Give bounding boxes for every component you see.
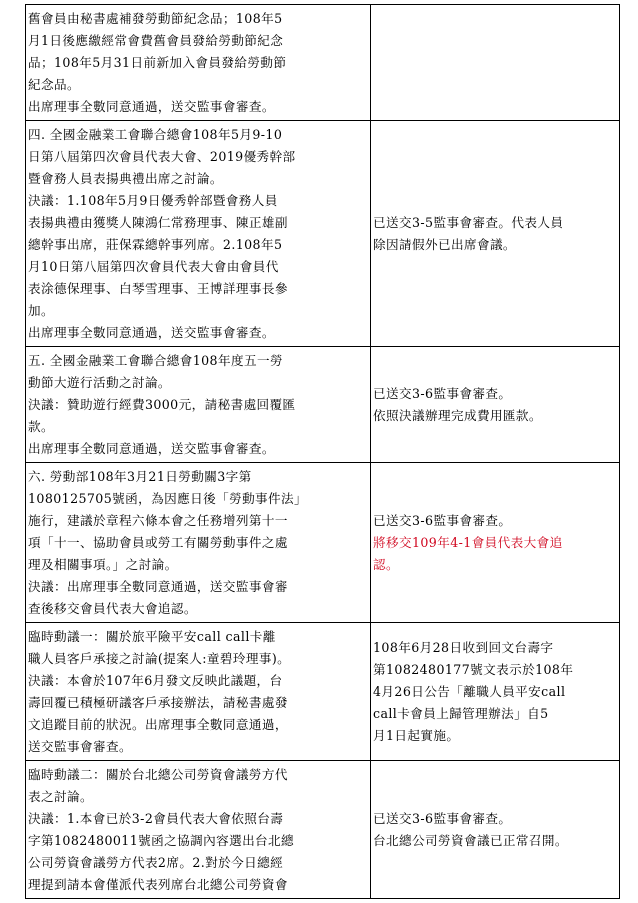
text-line: 月1日後應繳經常會費舊會員發給勞動節紀念 — [28, 33, 284, 48]
table-row — [26, 5, 620, 121]
text-line: 紀念品。 — [28, 77, 80, 92]
status-cell — [371, 121, 620, 347]
agenda-cell — [26, 623, 371, 761]
text-line: 日第八屆第四次會員代表大會、2019優秀幹部 — [28, 149, 296, 164]
status-line-highlight: 將移交109年4-1會員代表大會追 — [373, 535, 563, 550]
text-line: 總幹事出席，莊保霖總幹事列席。2.108年5 — [28, 237, 283, 252]
status-line: 4月26日公告「離職人員平安call — [373, 684, 566, 699]
text-line: 查後移交會員代表大會追認。 — [28, 601, 197, 616]
text-line: 理提到請本會僅派代表列席台北總公司勞資會 — [28, 877, 288, 892]
status-line: 除因請假外已出席會議。 — [373, 237, 516, 252]
agenda-cell — [26, 121, 371, 347]
status-line: 已送交3-6監事會審查。 — [373, 386, 512, 401]
text-line: 送交監事會審查。 — [28, 739, 132, 754]
text-line: 公司勞資會議勞方代表2席。2.對於今日總經 — [28, 855, 284, 870]
text-line: 出席理事全數同意通過，送交監事會審查。 — [28, 99, 275, 114]
text-line: 暨會務人員表揚典禮出席之討論。 — [28, 171, 223, 186]
text-line: 出席理事全數同意通過，送交監事會審查。 — [28, 441, 275, 456]
status-cell — [371, 623, 620, 761]
text-line: 表涂德保理事、白琴雪理事、王博詳理事長參 — [28, 281, 288, 296]
status-cell — [371, 5, 620, 121]
minutes-table — [25, 4, 620, 899]
text-line: 動節大遊行活動之討論。 — [28, 375, 171, 390]
text-line: 決議：出席理事全數同意通過，送交監事會審 — [28, 579, 288, 594]
text-line: 文追蹤目前的狀況。出席理事全數同意通過， — [28, 717, 288, 732]
status-line: 第1082480177號文表示於108年 — [373, 662, 574, 677]
status-line: 依照決議辦理完成費用匯款。 — [373, 408, 542, 423]
text-line: 臨時動議一：關於旅平險平安call call卡離 — [28, 629, 276, 644]
table-row — [26, 623, 620, 761]
text-line: 表之討論。 — [28, 789, 93, 804]
text-line: 職人員客戶承接之討論(提案人:童碧玲理事)。 — [28, 651, 291, 666]
status-line: call卡會員上歸管理辦法」自5 — [373, 706, 549, 721]
text-line: 理及相關事項。」之討論。 — [28, 557, 178, 572]
status-line: 已送交3-5監事會審查。代表人員 — [373, 215, 564, 230]
status-line: 已送交3-6監事會審查。 — [373, 513, 512, 528]
text-line: 決議：1.本會已於3-2會員代表大會依照台壽 — [28, 811, 284, 826]
table-row — [26, 761, 620, 899]
agenda-cell — [26, 761, 371, 899]
status-line: 已送交3-6監事會審查。 — [373, 811, 512, 826]
status-cell — [371, 761, 620, 899]
status-line-highlight: 認。 — [373, 557, 399, 572]
table-row — [26, 121, 620, 347]
text-line: 壽回覆已積極研議客戶承接辦法，請秘書處發 — [28, 695, 288, 710]
text-line: 表揚典禮由獲獎人陳鴻仁常務理事、陳正雄副 — [28, 215, 288, 230]
text-line: 舊會員由秘書處補發勞動節紀念品；108年5 — [28, 11, 283, 26]
text-line: 字第1082480011號函之協調內容選出台北總 — [28, 833, 295, 848]
text-line: 出席理事全數同意通過，送交監事會審查。 — [28, 325, 275, 340]
text-line: 月10日第八屆第四次會員代表大會由會員代 — [28, 259, 279, 274]
agenda-cell — [26, 347, 371, 463]
text-line: 項「十一、協助會員或勞工有關勞動事件之處 — [28, 535, 288, 550]
text-line: 決議：1.108年5月9日優秀幹部暨會務人員 — [28, 193, 278, 208]
text-line: 施行，建議於章程六條本會之任務增列第十一 — [28, 513, 288, 528]
text-line: 加。 — [28, 303, 54, 318]
table-row — [26, 347, 620, 463]
status-cell — [371, 463, 620, 623]
status-line: 台北總公司勞資會議已正常召開。 — [373, 833, 568, 848]
text-line: 1080125705號函，為因應日後「勞動事件法」 — [28, 491, 308, 506]
text-line: 品；108年5月31日前新加入會員發給勞動節 — [28, 55, 287, 70]
status-cell — [371, 347, 620, 463]
text-line: 決議：本會於107年6月發文反映此議題，台 — [28, 673, 283, 688]
text-line: 臨時動議二：關於台北總公司勞資會議勞方代 — [28, 767, 288, 782]
table-row — [26, 463, 620, 623]
text-line: 四. 全國金融業工會聯合總會108年5月9-10 — [28, 127, 283, 142]
status-line: 月1日起實施。 — [373, 728, 460, 743]
text-line: 決議：贊助遊行經費3000元，請秘書處回覆匯 — [28, 397, 296, 412]
agenda-cell — [26, 463, 371, 623]
text-line: 款。 — [28, 419, 54, 434]
agenda-cell — [26, 5, 371, 121]
status-line: 108年6月28日收到回文台壽字 — [373, 640, 554, 655]
text-line: 五. 全國金融業工會聯合總會108年度五一勞 — [28, 353, 283, 368]
text-line: 六. 勞動部108年3月21日勞動關3字第 — [28, 469, 252, 484]
